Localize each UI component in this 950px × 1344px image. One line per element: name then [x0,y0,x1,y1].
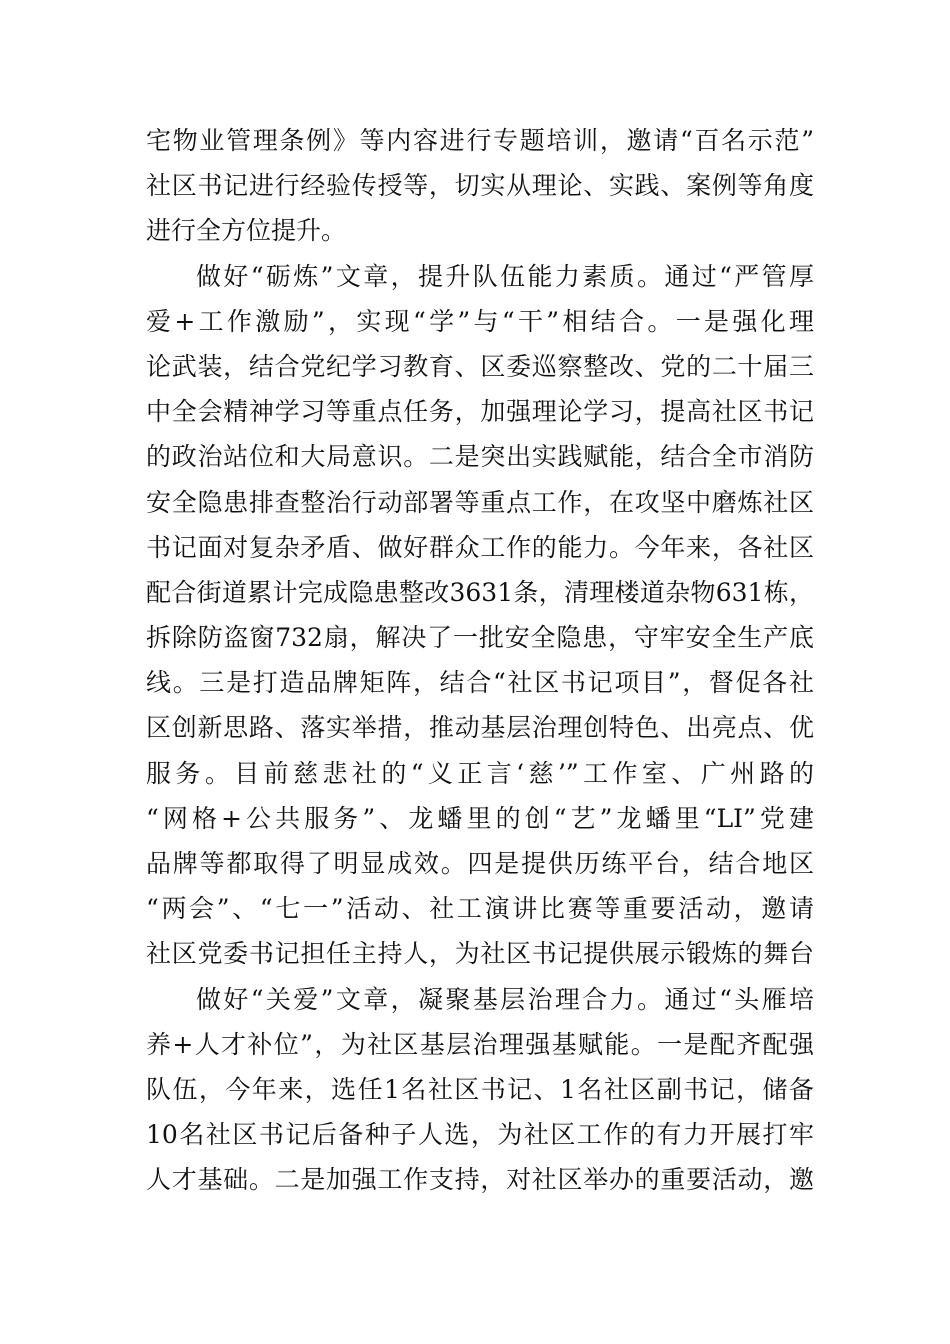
text-line: 人才基础。二是加强工作支持，对社区举办的重要活动，邀 [146,1165,814,1195]
text-line: 爱+工作激励”，实现“学”与“干”相结合。一是强化理 [146,306,814,336]
text-line: 拆除防盗窗732扇，解决了一批安全隐患，守牢安全生产底 [146,623,814,653]
text-line: “网格+公共服务”、龙蟠里的创“艺”龙蟠里“LI”党建 [146,803,814,833]
text-line: 安全隐患排查整治行动部署等重点工作，在攻坚中磨炼社区 [146,487,814,517]
text-line: 社区书记进行经验传授等，切实从理论、实践、案例等角度 [146,171,814,201]
text-line: 配合街道累计完成隐患整改3631条，清理楼道杂物631栋， [146,577,814,607]
text-line: 的政治站位和大局意识。二是突出实践赋能，结合全市消防 [146,442,814,472]
text-line: 书记面对复杂矛盾、做好群众工作的能力。今年来，各社区 [146,532,814,562]
text-line: 做好“关爱”文章，凝聚基层治理合力。通过“头雁培 [196,984,814,1014]
text-line: 10名社区书记后备种子人选，为社区工作的有力开展打牢 [146,1120,814,1150]
text-line: “两会”、“七一”活动、社工演讲比赛等重要活动，邀请 [146,894,814,924]
text-line: 线。三是打造品牌矩阵，结合“社区书记项目”，督促各社 [146,668,814,698]
text-line: 服务。目前慈悲社的“义正言‘慈’”工作室、广州路的 [146,758,814,788]
text-line: 区创新思路、落实举措，推动基层治理创特色、出亮点、优 [146,713,814,743]
text-line: 品牌等都取得了明显成效。四是提供历练平台，结合地区 [146,849,814,878]
text-line: 队伍，今年来，选任1名社区书记、1名社区副书记，储备 [146,1074,814,1104]
text-line: 宅物业管理条例》等内容进行专题培训，邀请“百名示范” [146,126,814,155]
text-line: 做好“砺炼”文章，提升队伍能力素质。通过“严管厚 [196,261,814,291]
text-line: 论武装，结合党纪学习教育、区委巡察整改、党的二十届三 [146,351,814,381]
text-line: 社区党委书记担任主持人，为社区书记提供展示锻炼的舞台 [146,939,814,969]
body-text [146,118,814,1203]
text-line: 养+人才补位”，为社区基层治理强基赋能。一是配齐配强 [146,1029,814,1059]
text-line: 进行全方位提升。 [146,216,347,246]
text-line: 中全会精神学习等重点任务，加强理论学习，提高社区书记 [146,397,814,427]
